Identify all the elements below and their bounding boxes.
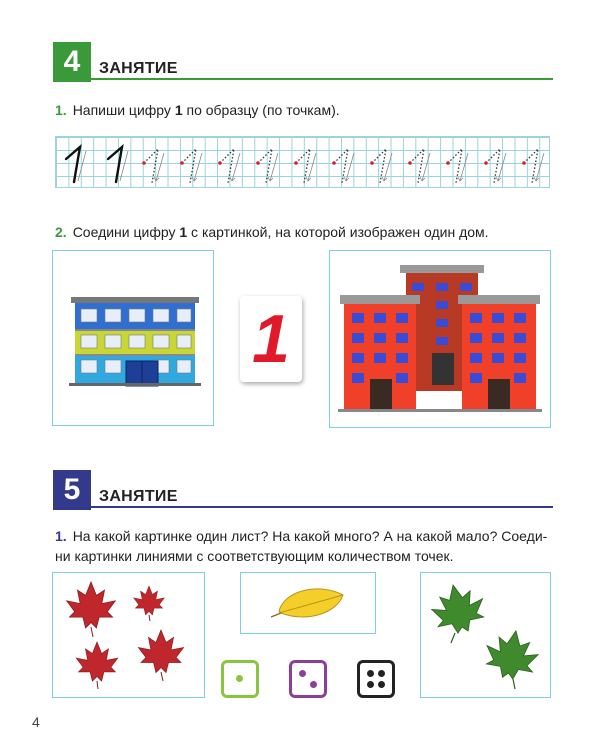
dice-four[interactable] [357, 660, 395, 698]
lesson-number-badge: 5 [53, 470, 91, 510]
single-building-illustration [53, 251, 212, 424]
green-maple-leaves-illustration [421, 573, 549, 696]
lesson-5-header [53, 470, 178, 510]
dice-dot [378, 670, 385, 677]
dice-dot [299, 670, 306, 677]
multiple-buildings-illustration [330, 251, 549, 426]
digit-tracing-guides [56, 137, 551, 189]
dice-two[interactable] [289, 660, 327, 698]
task-5-1-instruction: 1. На какой картинке один лист? На какой много? А на какой мало? Соеди- ни картинки линиями с соответствующим количеством точек. [55, 528, 548, 564]
one-leaf-picture[interactable] [240, 572, 376, 634]
single-house-picture[interactable] [52, 250, 214, 426]
dice-dot [236, 675, 243, 682]
multiple-houses-picture[interactable] [329, 250, 551, 428]
dice-one[interactable] [221, 660, 259, 698]
task-4-1-instruction: 1. Напиши цифру 1 по образцу (по точкам). [55, 102, 340, 118]
red-maple-leaf [76, 642, 117, 681]
two-leaves-picture[interactable] [420, 572, 551, 698]
red-maple-leaves-illustration [53, 573, 203, 696]
red-maple-leaf [139, 630, 184, 673]
red-maple-leaf [67, 582, 116, 628]
dice-dot [367, 681, 374, 688]
task-4-2-instruction: 2. Соедини цифру 1 с картинкой, на которой изображен один дом. [55, 224, 489, 240]
few-leaves-picture[interactable] [52, 572, 205, 698]
red-maple-leaf [134, 586, 165, 615]
dice-dot [378, 681, 385, 688]
sample-digit-one-solid [66, 147, 122, 182]
tracing-direction-arrows [154, 153, 544, 181]
dotted-digit-one-guides [144, 149, 538, 183]
lesson-4-divider [91, 78, 553, 80]
lesson-number-badge: 4 [53, 42, 91, 82]
dice-dot [310, 681, 317, 688]
lesson-5-divider [91, 506, 553, 508]
digit-one: 1 [252, 301, 290, 377]
green-maple-leaf [428, 580, 489, 638]
digit-one-card[interactable] [240, 296, 302, 382]
page-number: 4 [32, 714, 40, 730]
lesson-4-header [53, 42, 178, 82]
dice-dot [367, 670, 374, 677]
yellow-birch-leaf [279, 589, 343, 617]
lesson-title: ЗАНЯТИЕ [99, 60, 178, 77]
handwriting-grid[interactable] [55, 136, 550, 188]
yellow-birch-leaf-illustration [241, 573, 374, 632]
green-maple-leaf [482, 626, 542, 682]
lesson-title: ЗАНЯТИЕ [99, 488, 178, 505]
